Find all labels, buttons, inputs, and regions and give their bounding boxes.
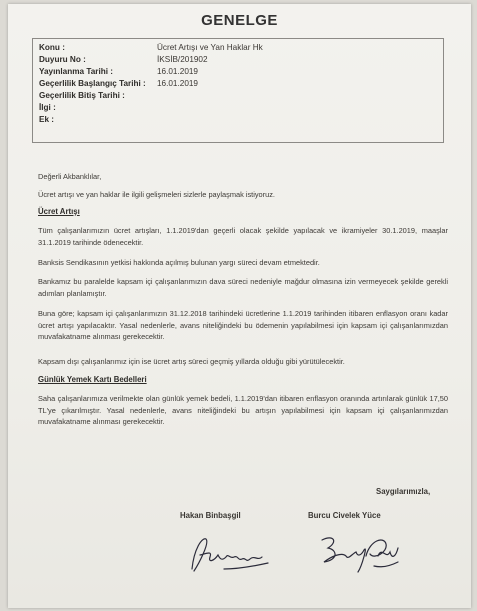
info-label: Geçerlilik Bitiş Tarihi : <box>39 91 125 100</box>
paragraph-3: Bankamız bu paralelde kapsam içi çalışanlarımızın dava süreci nedeniyle mağdur olmasına izin vermeyecek şekilde gerekli adımları planlamıştır. <box>38 277 448 298</box>
info-label: Yayınlanma Tarihi : <box>39 67 114 76</box>
signer-name-2: Burcu Civelek Yüce <box>308 511 381 520</box>
paragraph-6: Saha çalışanlarımıza verilmekte olan günlük yemek bedeli, 1.1.2019'dan itibaren enflasyon oranında artırılarak günlük 17,50 TL'ye çıkarılmıştır. Yasal nedenlerle, avans niteliğindeki bu artışın yapılabilmesi için kapsam içi çalışanlarımızdan muvafakatname alınması gerekecektir. <box>38 394 448 426</box>
document-page <box>8 4 471 608</box>
signer-name-1: Hakan Binbaşgil <box>180 511 241 520</box>
signature-burcu-civelek-yuce <box>312 526 402 578</box>
signature-hakan-binbasgil <box>184 529 274 579</box>
section-heading-yemek-karti: Günlük Yemek Kartı Bedelleri <box>38 375 147 384</box>
info-value: Ücret Artışı ve Yan Haklar Hk <box>157 43 263 52</box>
paragraph-2: Banksis Sendikasının yetkisi hakkında açılmış bulunan yargı süreci devam etmektedir. <box>38 258 320 267</box>
closing: Saygılarımızla, <box>376 487 431 496</box>
info-label: Geçerlilik Başlangıç Tarihi : <box>39 79 146 88</box>
info-label: İlgi : <box>39 103 56 112</box>
info-box <box>32 38 444 143</box>
info-label: Konu : <box>39 43 65 52</box>
info-value: 16.01.2019 <box>157 79 198 88</box>
section-heading-ucret-artisi: Ücret Artışı <box>38 207 80 216</box>
greeting: Değerli Akbanklılar, <box>38 172 102 181</box>
paragraph-4: Buna göre; kapsam içi çalışanlarımızın 31.12.2018 tarihindeki ücretlerine 1.1.2019 tarihinden itibaren enflasyon oranı kadar ücret artışı yapılacaktır. Yasal nedenlerle, avans niteliğindeki bu ödemenin yapılabilmesi için kapsam içi çalışanlarımızdan muvafakatname alınması gerekecektir. <box>38 309 448 341</box>
paragraph-5: Kapsam dışı çalışanlarımız için ise ücret artış süreci geçmiş yıllarda olduğu gibi yürütülecektir. <box>38 357 345 366</box>
paragraph-1: Tüm çalışanlarımızın ücret artışları, 1.1.2019'dan geçerli olacak şekilde yapılacak ve ikramiyeler 30.1.2019, maaşlar 31.1.2019 tarihinde ödenecektir. <box>38 226 448 247</box>
info-value: İKSİB/201902 <box>157 55 208 64</box>
document-title: GENELGE <box>201 12 278 29</box>
info-label: Ek : <box>39 115 55 124</box>
info-value: 16.01.2019 <box>157 67 198 76</box>
info-label: Duyuru No : <box>39 55 86 64</box>
intro-paragraph: Ücret artışı ve yan haklar ile ilgili gelişmeleri sizlerle paylaşmak istiyoruz. <box>38 190 275 199</box>
